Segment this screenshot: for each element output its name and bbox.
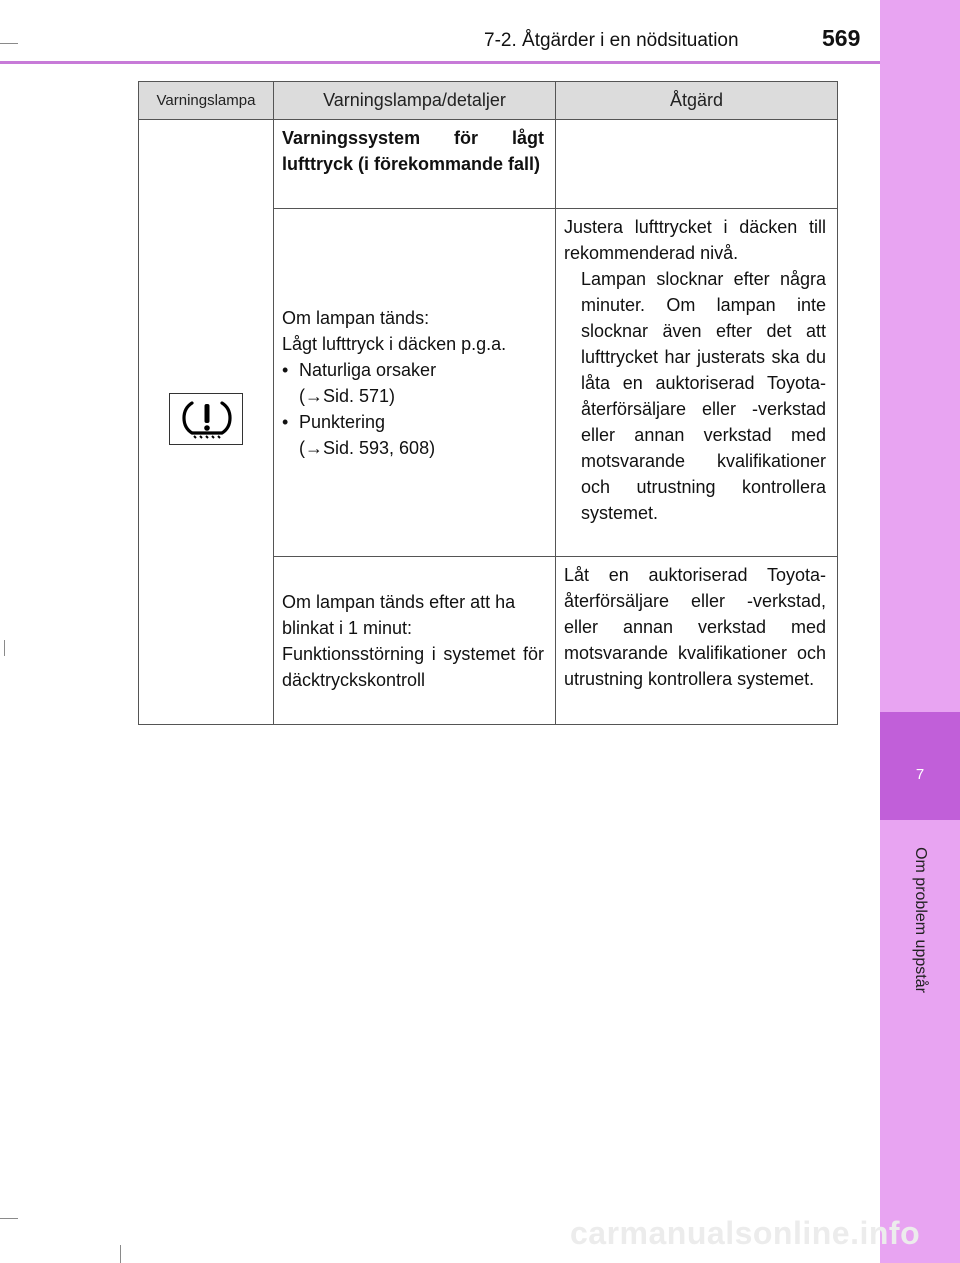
watermark: carmanualsonline.info bbox=[570, 1215, 921, 1251]
bullet-text: Punktering bbox=[299, 411, 386, 432]
table-row bbox=[139, 120, 838, 209]
table-header-row bbox=[139, 82, 838, 120]
page-reference: (→Sid. 571) bbox=[299, 385, 396, 406]
column-header: Varningslampa bbox=[139, 82, 274, 120]
tire-pressure-warning-icon bbox=[169, 393, 243, 445]
action-text: Låt en auktoriserad Toyota-återförsäljare eller -verkstad, eller annan verkstad med motsvarande kvalifikationer och utrustning kontrollera systemet. bbox=[556, 557, 838, 725]
column-header: Åtgärd bbox=[556, 82, 838, 120]
column-header: Varningslampa/detaljer bbox=[274, 82, 556, 120]
detail-text: Funktionsstörning i systemet för däcktryckskontroll bbox=[282, 643, 544, 690]
system-title: Varningssystem för lågt lufttryck (i förekommande fall) bbox=[274, 120, 556, 209]
crop-mark bbox=[0, 1218, 18, 1219]
detail-text: Om lampan tänds efter att ha blinkat i 1 minut: bbox=[282, 591, 516, 638]
detail-text: Lågt lufttryck i däcken p.g.a. bbox=[282, 333, 507, 354]
crop-mark bbox=[0, 43, 18, 44]
chapter-number: 7 bbox=[915, 766, 925, 783]
list-item: • Punktering bbox=[282, 411, 386, 432]
detail-text: Om lampan tänds: bbox=[282, 307, 430, 328]
empty-cell bbox=[556, 120, 838, 209]
action-text: Justera lufttrycket i däcken till rekommenderad nivå. bbox=[564, 217, 826, 263]
detail-cell bbox=[274, 557, 556, 725]
section-title: 7-2. Åtgärder i en nödsituation bbox=[484, 30, 739, 51]
side-tab bbox=[880, 0, 960, 1263]
list-item: • Naturliga orsaker bbox=[282, 359, 437, 380]
chapter-title: Om problem uppstår bbox=[912, 847, 929, 993]
action-cell bbox=[556, 209, 838, 557]
detail-cell bbox=[274, 209, 556, 557]
lamp-cell bbox=[139, 120, 274, 725]
header-rule bbox=[0, 61, 880, 64]
warning-light-table bbox=[138, 81, 838, 725]
bullet-text: Naturliga orsaker bbox=[299, 359, 437, 380]
page-number: 569 bbox=[822, 25, 861, 51]
page-reference: (→Sid. 593, 608) bbox=[299, 437, 436, 458]
crop-mark bbox=[120, 1245, 121, 1263]
action-note: Lampan slocknar efter några minuter. Om lampan inte slocknar även efter det att lufttrycket har justerats ska du låta en auktoriserad Toyota-återförsäljare eller -verkstad eller annan verkstad med motsvarande kvalifikationer och utrustning kontrollera systemet. bbox=[581, 269, 826, 523]
crop-mark bbox=[4, 640, 5, 656]
